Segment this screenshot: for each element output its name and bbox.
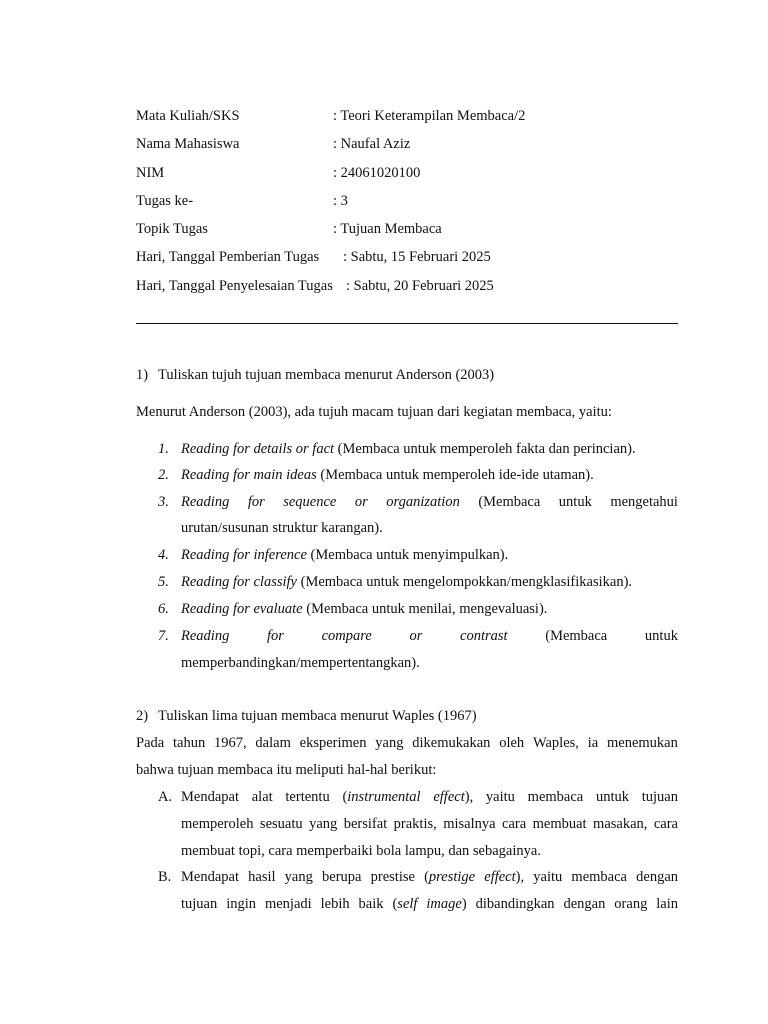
list-number: 7. [158,628,169,644]
intro-word: 1967, [214,735,247,751]
question-number: 2) [136,708,149,724]
list-term-word: Reading [181,494,230,510]
header-value: : 3 [333,193,348,209]
list-justified-line [181,895,678,913]
list-description-word: untuk [644,628,678,644]
intro-word: ia [587,735,599,751]
intro-word: oleh [499,735,525,751]
header-label: Nama Mahasiswa [136,136,240,152]
text-run: ) dibandingkan dengan orang lain [461,896,678,912]
list-term: Reading for main ideas [181,467,317,483]
intro-word: Waples, [532,735,579,751]
intro-word: eksperimen [299,735,367,751]
intro-word: tahun [172,735,206,751]
list-justified-line [181,627,678,645]
list-letter: B. [158,869,172,885]
list-description: (Membaca untuk menyimpulkan). [306,547,509,563]
list-term-word: Reading [181,628,230,644]
list-description-word: mengetahui [610,494,678,510]
italic-term: prestige effect [428,869,516,885]
header-divider [136,323,678,324]
answer-intro-justified-line [136,734,678,752]
header-value: : Sabtu, 20 Februari 2025 [346,278,494,294]
list-continuation: memperbandingkan/mempertentangkan). [181,655,420,671]
list-justified-line [181,788,678,806]
header-value: : Naufal Aziz [333,136,411,152]
list-number: 2. [158,467,169,483]
question-text: Tuliskan lima tujuan membaca menurut Waples (1967) [158,708,477,724]
intro-word: yang [375,735,404,751]
list-term-word: compare [321,628,372,644]
list-description: (Membaca untuk memperoleh ide-ide utaman). [316,467,594,483]
list-description-word: (Membaca [478,494,541,510]
intro-word: dikemukakan [412,735,491,751]
list-description: (Membaca untuk menilai, mengevaluasi). [302,601,548,617]
answer-intro: Menurut Anderson (2003), ada tujuh macam tujuan dari kegiatan membaca, yaitu: [136,404,612,420]
list-term-word: organization [386,494,460,510]
list-term-word: for [267,628,284,644]
list-term-word: or [354,494,368,510]
intro-word: dalam [255,735,291,751]
list-number: 3. [158,494,169,510]
question-number: 1) [136,367,149,383]
list-term-word: contrast [460,628,508,644]
list-term: Reading for classify [181,574,297,590]
list-justified-line: memperoleh sesuatu yang bersifat praktis, misalnya cara membuat masakan, cara [181,816,678,832]
text-run: Mendapat alat tertentu ( [181,789,348,805]
list-term-word: or [409,628,423,644]
intro-word: Pada [136,735,165,751]
header-label: Topik Tugas [136,221,208,237]
list-term: Reading for inference [181,547,307,563]
list-description-word: (Membaca [545,628,608,644]
list-description: (Membaca untuk memperoleh fakta dan perincian). [334,441,636,457]
list-description-word: untuk [558,494,592,510]
header-value: : Tujuan Membaca [333,221,442,237]
list-term: Reading for evaluate [181,601,303,617]
text-run: ), yaitu membaca dengan [515,869,678,885]
header-label: NIM [136,165,165,181]
list-number: 4. [158,547,169,563]
italic-term: self image [397,896,462,912]
list-continuation: urutan/susunan struktur karangan). [181,520,383,536]
list-number: 5. [158,574,169,590]
list-justified-line [181,868,678,886]
header-value: : Teori Keterampilan Membaca/2 [333,108,526,124]
italic-term: instrumental effect [347,789,465,805]
header-value: : 24061020100 [333,165,421,181]
answer-intro-line: bahwa tujuan membaca itu meliputi hal-hal berikut: [136,762,437,778]
list-justified-line [181,493,678,511]
list-number: 6. [158,601,169,617]
list-term-word: for [247,494,265,510]
list-number: 1. [158,441,169,457]
header-label: Hari, Tanggal Pemberian Tugas [136,249,320,265]
header-value: : Sabtu, 15 Februari 2025 [343,249,491,265]
text-run: Mendapat hasil yang berupa prestise ( [181,869,429,885]
list-term-word: sequence [283,494,337,510]
header-label: Hari, Tanggal Penyelesaian Tugas [136,278,333,294]
list-description: (Membaca untuk mengelompokkan/mengklasifikasikan). [297,574,633,590]
header-label: Mata Kuliah/SKS [136,108,240,124]
text-run: ), yaitu membaca untuk tujuan [464,789,678,805]
intro-word: menemukan [606,735,678,751]
list-term: Reading for details or fact [181,441,335,457]
list-continuation: membuat topi, cara memperbaiki bola lampu, dan sebagainya. [181,843,541,859]
text-run: tujuan ingin menjadi lebih baik ( [181,896,398,912]
list-letter: A. [158,789,173,805]
question-text: Tuliskan tujuh tujuan membaca menurut Anderson (2003) [158,367,495,383]
header-label: Tugas ke- [136,193,194,209]
